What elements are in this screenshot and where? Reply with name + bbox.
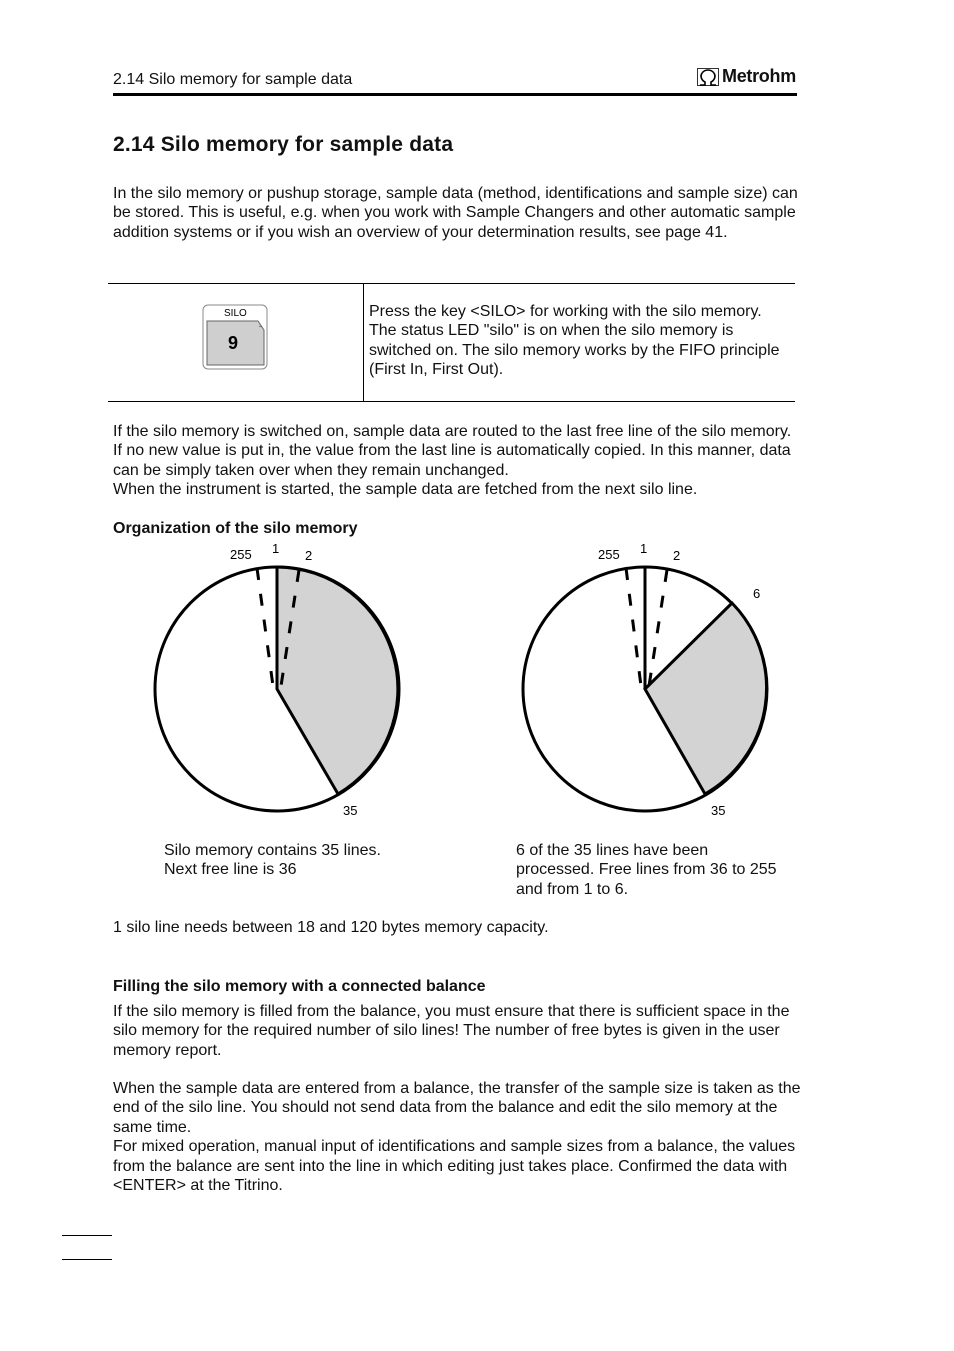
routing-text-1: If the silo memory is switched on, sample data are routed to the last free line of the silo memory. If no new value is put in, the value from the last line is automatically copied. In this manner, data can be simply taken over when they remain unchanged. [113, 423, 792, 479]
silo-key-description: Press the key <SILO> for working with the silo memory. The status LED "silo" is on when the silo memory is switched on. The silo memory works by the FIFO principle (First In, First Out). [369, 303, 780, 379]
left-caption-line-2: Next free line is 36 [164, 861, 297, 879]
balance-heading: Filling the silo memory with a connected balance [113, 978, 486, 995]
silo-diagram-left [155, 541, 399, 818]
organization-heading: Organization of the silo memory [113, 520, 358, 537]
balance-paragraph-1: If the silo memory is filled from the balance, you must ensure that there is sufficient space in the silo memory for the required number of silo lines! The number of free bytes is given in the user memory report. [113, 1003, 790, 1059]
balance-text-2: For mixed operation, manual input of identifications and sample sizes from a balance, the values from the balance are sent into the line in which editing just takes place. Confirmed the data with <ENTER> at the Titrino. [113, 1138, 796, 1195]
right-label-6: 6 [753, 586, 761, 601]
right-label-1: 1 [640, 541, 648, 556]
left-label-35: 35 [343, 803, 358, 818]
right-label-255: 255 [598, 547, 620, 562]
left-label-255: 255 [230, 547, 252, 562]
intro-paragraph: In the silo memory or pushup storage, sample data (method, identifications and sample size) can be stored. This is useful, e.g. when you work with Sample Changers and other automatic sample addition systems or if you wish an overview of your determination results, see page 41. [113, 185, 798, 241]
silo-key-label: SILO [224, 308, 247, 319]
silo-line-note: 1 silo line needs between 18 and 120 bytes memory capacity. [113, 919, 549, 936]
left-label-1: 1 [272, 541, 280, 556]
brand-name: Metrohm [722, 66, 796, 86]
balance-text-1: When the sample data are entered from a balance, the transfer of the sample size is taken as the end of the silo line. You should not send data from the balance and edit the silo memory at the same time. [113, 1080, 801, 1136]
footer-rule-2 [62, 1259, 112, 1260]
routing-text-2: When the instrument is started, the sample data are fetched from the next silo line. [113, 481, 698, 499]
silo-key-digit: 9 [228, 333, 239, 353]
left-caption-line-1: Silo memory contains 35 lines. [164, 842, 381, 859]
silo-diagram-right [523, 541, 767, 818]
right-label-35: 35 [711, 803, 726, 818]
balance-paragraph-2 [113, 1079, 803, 1195]
section-heading: 2.14 Silo memory for sample data [113, 133, 454, 156]
left-label-2: 2 [305, 548, 313, 563]
running-header-title: 2.14 Silo memory for sample data [113, 71, 353, 88]
right-label-2: 2 [673, 548, 681, 563]
footer-rule-1 [62, 1235, 112, 1236]
left-diagram-caption [164, 841, 464, 880]
right-diagram-caption: 6 of the 35 lines have been processed. Free lines from 36 to 255 and from 1 to 6. [516, 842, 777, 898]
